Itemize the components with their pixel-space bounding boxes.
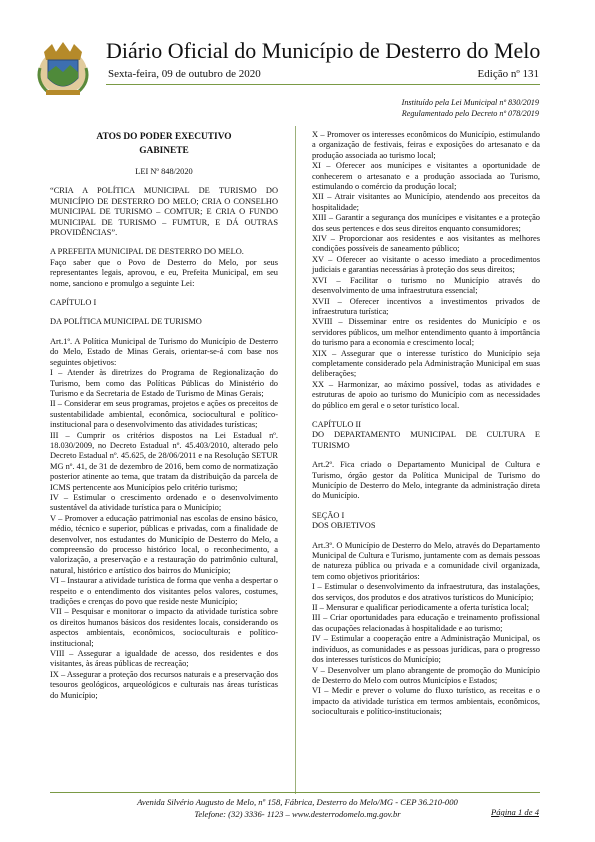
item-vii: VII – Pesquisar e monitorar o impacto da atividade turística sobre os direitos humanos básicos dos residentes locais, considerando os aspectos ambientais, econômicos, socioculturais e político-institucional; — [50, 607, 278, 648]
edition-number: Edição nº 131 — [477, 68, 539, 80]
item-iii: III – Cumprir os critérios dispostos na Lei Estadual nº. 18.030/2009, no Decreto Estadual nº. 45.403/2010, alterado pelo Decreto Estadual nº. 45.625, de 28/06/2011 e na Resolução SETUR MG nº. 41, de 31 de dezembro de 2016, bem como de normatização posterior atinente ao tema, que tratam da distribuição da parcela de ICMS pertencente aos Municípios pelo critério turismo; — [50, 430, 278, 492]
gazette-title: Diário Oficial do Município de Desterro do Melo — [106, 38, 541, 63]
item-xvii: XVII – Oferecer incentivos a investimentos privados de infraestrutura turística; — [312, 296, 540, 316]
law-number: LEI Nº 848/2020 — [135, 167, 193, 176]
chapter-2-title: DO DEPARTAMENTO MUNICIPAL DE CULTURA E TURISMO — [312, 430, 540, 450]
prefeita-line: A PREFEITA MUNICIPAL DE DESTERRO DO MELO. — [50, 247, 244, 257]
article-3: Art.3º. O Município de Desterro do Melo, através do Departamento Municipal de Cultura e Turismo, juntamente com as demais pessoas de natureza pública ou privada e a comunidade civil organizada, tem como objetivos prioritários: — [312, 540, 540, 581]
item-i: I – Atender às diretrizes do Programa de Regionalização do Turismo, bem como das Políticas Públicas do Ministério do Turismo e da Secretaria de Estado de Turismo de Minas Gerais; — [50, 368, 278, 398]
article-1: Art.1º. A Política Municipal de Turismo do Município de Desterro do Melo, Estado de Minas Gerais, orientar-se-á com base nos seguintes objetivos: — [50, 336, 278, 367]
left-column — [50, 130, 278, 701]
item-x: X – Promover os interesses econômicos do Município, estimulando a organização de festivais, feiras e exposições do artesanato e da produção associada ao turismo local; — [312, 130, 540, 160]
section-1-title: DOS OBJETIVOS — [312, 521, 376, 531]
item-xix: XIX – Assegurar que o interesse turístico do Município seja completamente considerado pela Administração Municipal em suas deliberações; — [312, 348, 540, 379]
chapter-title: DA POLÍTICA MUNICIPAL DE TURISMO — [50, 317, 202, 327]
item-xii: XII – Atrair visitantes ao Município, atendendo aos preceitos da hospitalidade; — [312, 192, 540, 212]
section-title: ATOS DO PODER EXECUTIVO — [96, 132, 232, 142]
item-viii: VIII – Assegurar a igualdade de acesso, dos residentes e dos visitantes, às áreas públicas de recreação; — [50, 649, 278, 669]
chapter-2-heading: CAPÍTULO II — [312, 419, 362, 429]
objective-vi: VI – Medir e prever o volume do fluxo turístico, as receitas e o impacto da atividade turística em termos ambientais, econômicos, socioculturais e político-institucionais; — [312, 686, 540, 717]
footer-rule — [50, 792, 540, 793]
item-xviii: XVIII – Disseminar entre os residentes do Município e os servidores públicos, um melhor entendimento quanto à importância do turismo para a economia e crescimento local; — [312, 317, 540, 348]
item-xi: XI – Oferecer aos munícipes e visitantes a oportunidade de conhecerem o artesanato e a produção associada ao Turismo, estimulando o comércio da produção local; — [312, 161, 540, 192]
coat-of-arms-icon — [34, 38, 92, 98]
column-divider — [295, 126, 296, 794]
objective-iii: III – Criar oportunidades para educação e treinamento profissional das ocupações relacionadas à hospitalidade e ao turismo; — [312, 613, 540, 633]
article-2: Art.2º. Fica criado o Departamento Municipal de Cultura e Turismo, órgão gestor da Política Municipal de Turismo do Município de Desterro do Melo, integrante da administração direta do Município. — [312, 460, 540, 501]
chapter-heading: CAPÍTULO I — [50, 298, 97, 308]
legal-basis-decree: Regulamentado pelo Decreto nº 078/2019 — [401, 109, 539, 118]
item-v: V – Promover a educação patrimonial nas escolas de ensino básico, médio, técnico e superior, públicas e privadas, com a finalidade de desenvolver, nos estudantes do Município de Desterro do Melo, a compreensão do processo histórico local, o reconhecimento, a valorização, a preservação e a restauração do patrimônio cultural, natural, histórico e artístico dos bairros do Município; — [50, 513, 278, 575]
item-xx: XX – Harmonizar, ao máximo possível, todas as atividades e estruturas de apoio ao turismo do Município com as necessidades do público em geral e o setor turístico local. — [312, 379, 540, 410]
item-xiii: XIII – Garantir a segurança dos munícipes e visitantes e a proteção dos seus pertences e dos seus direitos enquanto consumidores; — [312, 213, 540, 233]
page-number: Página 1 de 4 — [491, 807, 539, 817]
item-xvi: XVI – Facilitar o turismo no Município através do desenvolvimento de uma infraestrutura essencial; — [312, 275, 540, 296]
right-column — [312, 130, 540, 718]
item-ix: IX – Assegurar a proteção dos recursos naturais e a preservação dos tesouros geológicos, arqueológicos e culturais nas áreas turísticas do Município; — [50, 669, 278, 700]
publication-date: Sexta-feira, 09 de outubro de 2020 — [108, 68, 261, 80]
footer-contact: Telefone: (32) 3336- 1123 – www.desterrodomelo.mg.gov.br — [194, 809, 401, 819]
item-xiv: XIV – Proporcionar aos residentes e aos visitantes as melhores condições possíveis de saneamento público; — [312, 234, 540, 254]
footer-address: Avenida Silvério Augusto de Melo, nº 158, Fábrica, Desterro do Melo/MG - CEP 36.210-000 — [137, 797, 458, 807]
section-subtitle: GABINETE — [139, 146, 189, 156]
objective-i: I – Estimular o desenvolvimento da infraestrutura, das instalações, dos serviços, dos produtos e dos atrativos turísticos do Município; — [312, 582, 540, 602]
law-intro: Faço saber que o Povo de Desterro do Melo, por seus representantes legais, aprovou, e eu, Prefeita Municipal, em seu nome, sanciono e promulgo a seguinte Lei: — [50, 257, 278, 288]
legal-basis — [402, 97, 539, 119]
header-rule — [106, 84, 540, 85]
section-1-heading: SEÇÃO I — [312, 510, 345, 520]
objective-ii: II – Mensurar e qualificar periodicamente a oferta turística local; — [312, 603, 529, 613]
objective-iv: IV – Estimular a cooperação entre a Administração Municipal, os indivíduos, as comunidades e as pessoas jurídicas, para o progresso dos interesses turísticos do Município; — [312, 634, 540, 665]
item-xv: XV – Oferecer ao visitante o acesso imediato a procedimentos judiciais e garantias necessárias à proteção dos seus direitos; — [312, 254, 540, 275]
law-ementa: “CRIA A POLÍTICA MUNICIPAL DE TURISMO DO MUNICÍPIO DE DESTERRO DO MELO; CRIA O CONSELHO MUNICIPAL DE TURISMO – COMTUR; E CRIA O FUNDO MUNICIPAL DE TURISMO – FUMTUR, E DÁ OUTRAS PROVIDÊNCIAS”. — [50, 186, 278, 238]
legal-basis-law: Instituído pela Lei Municipal nº 830/2019 — [401, 98, 539, 107]
objective-v: V – Desenvolver um plano abrangente de promoção do Município de Desterro do Melo com outros Municípios e Estados; — [312, 665, 540, 685]
item-iv: IV – Estimular o crescimento ordenado e o desenvolvimento sustentável da atividade turística para o Município; — [50, 492, 278, 513]
item-vi: VI – Instaurar a atividade turística de forma que venha a despertar o respeito e o entendimento dos visitantes pelos valores, costumes, tradições e crenças do povo que reside neste Município; — [50, 576, 278, 607]
item-ii: II – Considerar em seus programas, projetos e ações os preceitos de sustentabilidade ambiental, econômica, sociocultural e político-institucional para o desenvolvimento das atividades turísticas; — [50, 399, 278, 430]
